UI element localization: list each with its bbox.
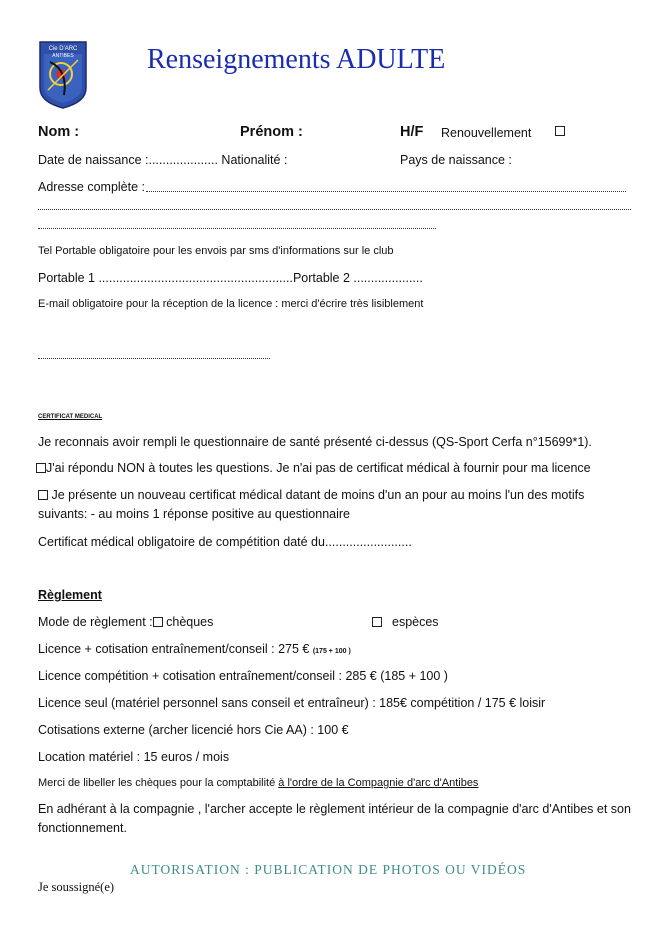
- logo-text-top: Cie D'ARC: [48, 46, 78, 52]
- label-adresse: Adresse complète :: [38, 180, 145, 194]
- licence1: [38, 642, 351, 656]
- certificat-option2-cont: suivants: - au moins 1 réponse positive au questionnaire: [38, 507, 350, 521]
- label-renouvellement: Renouvellement: [441, 126, 532, 140]
- label-hf: H/F: [400, 124, 424, 140]
- certificat-option1: [36, 461, 591, 475]
- adhesion-line1: En adhérant à la compagnie , l'archer accepte le règlement intérieur de la compagnie d'arc d'Antibes et son: [38, 802, 631, 816]
- adresse-line-1[interactable]: [146, 191, 626, 192]
- label-pays-naissance: Pays de naissance :: [400, 153, 512, 167]
- especes-label: espèces: [392, 615, 439, 629]
- mode-label: Mode de règlement :: [38, 615, 153, 629]
- label-prenom: Prénom :: [240, 124, 303, 140]
- option1-checkbox[interactable]: [36, 463, 46, 473]
- label-portable: Portable 1 ........................................................Portable 2 ....................: [38, 271, 423, 285]
- adhesion-line2: fonctionnement.: [38, 821, 127, 835]
- option2-label: Je présente un nouveau certificat médical datant de moins d'un an pour au moins l'un des motifs: [48, 488, 585, 502]
- club-logo: [38, 40, 88, 110]
- cotisation-externe: Cotisations externe (archer licencié hors Cie AA) : 100 €: [38, 723, 349, 737]
- licence3: Licence seul (matériel personnel sans conseil et entraîneur) : 185€ compétition / 175 € loisir: [38, 696, 546, 710]
- cheques-note-text: Merci de libeller les chèques pour la comptabilité: [38, 777, 279, 789]
- reglement-heading: Règlement: [38, 588, 102, 602]
- certificat-competition: Certificat médical obligatoire de compétition daté du.........................: [38, 535, 412, 549]
- page-title: Renseignements ADULTE: [147, 44, 446, 75]
- licence1-text: Licence + cotisation entraînement/conseil : 275 €: [38, 642, 313, 656]
- cheques-note-ordre: à l'ordre de la Compagnie d'arc d'Antibes: [278, 777, 479, 789]
- autorisation-heading: AUTORISATION : PUBLICATION DE PHOTOS OU VIDÉOS: [130, 862, 527, 877]
- option2-checkbox[interactable]: [38, 490, 48, 500]
- certificat-line1: Je reconnais avoir rempli le questionnaire de santé présenté ci-dessus (QS-Sport Cerfa n°15699*1).: [38, 435, 592, 449]
- location-materiel: Location matériel : 15 euros / mois: [38, 750, 230, 764]
- renouvellement-checkbox[interactable]: [555, 126, 565, 136]
- logo-text-bottom: ANTIBES: [52, 53, 74, 59]
- cheques-label: chèques: [162, 615, 214, 629]
- especes-checkbox[interactable]: [372, 617, 382, 627]
- label-tel: Tel Portable obligatoire pour les envois par sms d'informations sur le club: [38, 245, 394, 257]
- adresse-line-3[interactable]: [38, 228, 436, 229]
- cheques-note: [38, 777, 478, 789]
- licence2: Licence compétition + cotisation entraînement/conseil : 285 € (185 + 100 ): [38, 669, 448, 683]
- adresse-line-2[interactable]: [38, 209, 631, 210]
- reglement-mode: [38, 615, 213, 629]
- email-line[interactable]: [38, 358, 270, 359]
- label-date-naissance: Date de naissance :.................... Nationalité :: [38, 153, 288, 167]
- certificat-heading: CERTIFICAT MEDICAL: [38, 414, 103, 420]
- label-email: E-mail obligatoire pour la réception de la licence : merci d'écrire très lisiblement: [38, 298, 424, 310]
- option1-label: J'ai répondu NON à toutes les questions. Je n'ai pas de certificat médical à fournir pour ma licence: [46, 461, 591, 475]
- soussigne-label: Je soussigné(e): [38, 880, 115, 894]
- licence1-sub: (175 + 100 ): [312, 648, 351, 655]
- certificat-option2: [38, 488, 584, 502]
- cheques-checkbox[interactable]: [153, 617, 163, 627]
- label-nom: Nom :: [38, 124, 80, 140]
